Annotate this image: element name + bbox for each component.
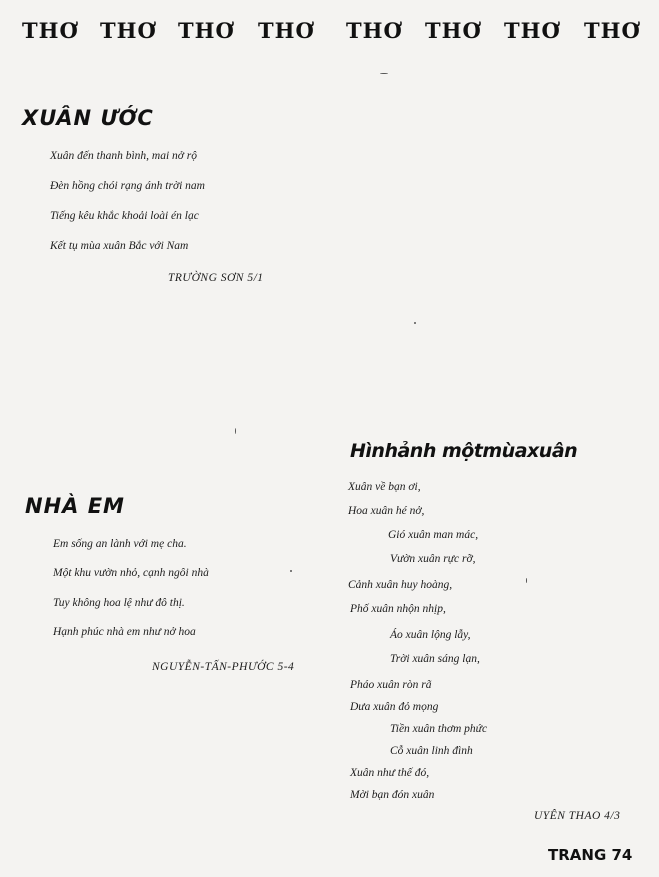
poem-line: Đèn hồng chói rạng ánh trời nam xyxy=(50,180,205,192)
poem-title: NHÀ EM xyxy=(25,494,125,518)
header-word: THƠ xyxy=(178,18,235,43)
poem-author: TRƯỜNG SƠN 5/1 xyxy=(168,272,264,284)
poem-line: Trời xuân sáng lạn, xyxy=(390,653,480,665)
header-word: THƠ xyxy=(584,18,641,43)
poem-author: UYÊN THAO 4/3 xyxy=(534,810,621,822)
header-word: THƠ xyxy=(346,18,403,43)
poem-body xyxy=(348,481,608,801)
header-word: THƠ xyxy=(425,18,482,43)
header-word: THƠ xyxy=(100,18,157,43)
header-word: THƠ xyxy=(258,18,315,43)
poem-line: Vườn xuân rực rỡ, xyxy=(390,553,476,565)
scan-speck xyxy=(235,428,236,434)
header-word: THƠ xyxy=(504,18,561,43)
poem-line: Em sống an lành với mẹ cha. xyxy=(53,538,187,550)
page-header xyxy=(22,18,642,48)
poem-body xyxy=(53,538,313,648)
poem-line: Tiền xuân thơm phức xyxy=(390,723,488,735)
poem-line: Cảnh xuân huy hoàng, xyxy=(348,579,453,591)
scan-speck xyxy=(414,322,416,324)
poem-line: Mời bạn đón xuân xyxy=(350,789,435,801)
scan-speck xyxy=(380,73,388,74)
poem-line: Tuy không hoa lệ như đô thị. xyxy=(53,597,185,609)
scan-speck xyxy=(290,570,292,572)
page-number: TRANG 74 xyxy=(548,846,633,864)
poem-line: Áo xuân lộng lẫy, xyxy=(390,629,471,641)
poem-line: Phố xuân nhộn nhịp, xyxy=(350,603,446,615)
poem-line: Hạnh phúc nhà em như nở hoa xyxy=(53,626,196,638)
poem-line: Xuân như thế đó, xyxy=(350,767,430,779)
poem-author: NGUYỄN-TẤN-PHƯỚC 5-4 xyxy=(152,661,295,673)
poem-title: Hìnhảnh mộtmùaxuân xyxy=(350,440,578,462)
poem-line: Pháo xuân ròn rã xyxy=(350,679,432,691)
poem-line: Gió xuân man mác, xyxy=(388,529,479,541)
poem-line: Xuân về bạn ơi, xyxy=(348,481,421,493)
poem-title: XUÂN ƯỚC xyxy=(22,106,154,130)
poem-body xyxy=(50,150,310,260)
poem-line: Kết tụ mùa xuân Bắc với Nam xyxy=(50,240,189,252)
poem-line: Một khu vườn nhỏ, cạnh ngôi nhà xyxy=(53,567,209,579)
poem-line: Dưa xuân đỏ mọng xyxy=(350,701,439,713)
poem-line: Tiếng kêu khắc khoải loài én lạc xyxy=(50,210,199,222)
scan-speck xyxy=(526,578,527,583)
header-word: THƠ xyxy=(22,18,79,43)
poem-line: Hoa xuân hé nở, xyxy=(348,505,425,517)
poem-line: Xuân đến thanh bình, mai nở rộ xyxy=(50,150,198,162)
poem-line: Cỗ xuân linh đình xyxy=(390,745,473,757)
